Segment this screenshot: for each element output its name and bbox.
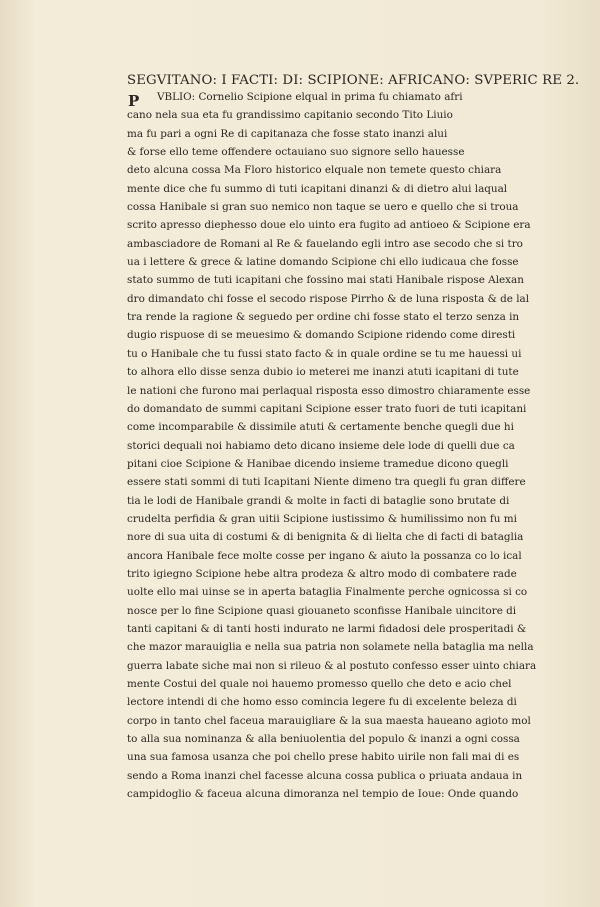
text-line: le nationi che furono mai perlaqual risposta esso dimostro chiaramente esse xyxy=(127,384,531,397)
text-line: to alla sua nominanza & alla beniuolentia del populo & inanzi a ogni cossa xyxy=(127,733,520,746)
text-line: tanti capitani & di tanti hosti indurato ne larmi fidadosi dele prosperitadi & xyxy=(127,622,527,635)
text-line: tra rende la ragione & seguedo per ordine chi fosse stato el terzo senza in xyxy=(127,311,520,324)
body-text xyxy=(127,88,564,803)
text-line: nosce per lo fine Scipione quasi giouaneto sconfisse Hanibale uincitore di xyxy=(127,604,517,617)
text-line: & forse ello teme offendere octauiano suo signore sello hauesse xyxy=(127,146,465,159)
text-line: che mazor marauiglia e nella sua patria non solamete nella bataglia ma nella xyxy=(127,641,534,654)
text-line: nore di sua uita di costumi & di benignita & di lielta che di facti di bataglia xyxy=(127,531,524,544)
text-line: cano nela sua eta fu grandissimo capitanio secondo Tito Liuio xyxy=(127,109,453,122)
text-line: storici dequali noi habiamo deto dicano insieme dele lode di quelli due ca xyxy=(127,439,515,452)
text-line: trito igiegno Scipione hebe altra prodeza & altro modo di combatere rade xyxy=(127,567,517,580)
text-line: mente Costui del quale noi hauemo promesso quello che deto e acio chel xyxy=(127,678,512,690)
text-line: guerra labate siche mai non si rileuo & al postuto confesso esser uinto chiara xyxy=(127,659,537,672)
text-line: sendo a Roma inanzi chel facesse alcuna cossa publica o priuata andaua in xyxy=(127,769,523,782)
text-line: una sua famosa usanza che poi chello prese habito uirile non fali mai di es xyxy=(127,751,520,764)
text-line: corpo in tanto chel faceua marauigliare & la sua maesta haueano agioto mol xyxy=(127,714,531,727)
text-line: tu o Hanibale che tu fussi stato facto & in quale ordine se tu me hauessi ui xyxy=(127,347,522,360)
text-line: deto alcuna cossa Ma Floro historico elquale non temete questo chiara xyxy=(127,164,502,177)
text-line: mente dice che fu summo di tuti icapitani dinanzi & di dietro alui laqual xyxy=(127,182,508,195)
text-line: ancora Hanibale fece molte cosse per ingano & aiuto la possanza co lo ical xyxy=(127,549,522,562)
text-line: scrito apresso diephesso doue elo uinto era fugito ad antioeo & Scipione era xyxy=(127,219,531,232)
text-line: ua i lettere & grece & latine domando Scipione chi ello iudicaua che fosse xyxy=(127,256,519,269)
text-line: tia le lodi de Hanibale grandi & molte in facti di bataglie sono brutate di xyxy=(127,494,510,507)
text-line: VBLIO: Cornelio Scipione elqual in prima fu chiamato afri xyxy=(157,91,463,103)
text-line: ma fu pari a ogni Re di capitanaza che fosse stato inanzi alui xyxy=(127,127,448,140)
text-line: uolte ello mai uinse se in aperta bataglia Finalmente perche ognicossa si co xyxy=(127,586,528,599)
text-line: do domandato de summi capitani Scipione esser trato fuori de tuti icapitani xyxy=(127,402,527,415)
text-line: essere stati sommi di tuti Icapitani Niente dimeno tra quegli fu gran differe xyxy=(127,476,526,489)
text-line: to alhora ello disse senza dubio io meterei me inanzi atuti icapitani di tute xyxy=(127,366,519,379)
text-line: pitani cioe Scipione & Hanibae dicendo insieme tramedue dicono quegli xyxy=(127,457,509,470)
text-line: stato summo de tuti icapitani che fossino mai stati Hanibale rispose Alexan xyxy=(127,274,524,287)
text-line: ambasciadore de Romani al Re & fauelando egli intro ase secodo che si tro xyxy=(127,237,523,250)
text-line: cossa Hanibale si gran suo nemico non taque se uero e quello che si troua xyxy=(127,201,519,214)
text-line: campidoglio & faceua alcuna dimoranza nel tempio de Ioue: Onde quando xyxy=(127,788,519,801)
text-line: come incomparabile & dissimile atuti & certamente benche quegli due hi xyxy=(127,421,514,434)
chapter-heading xyxy=(127,73,580,88)
heading-text: SEGVITANO: I FACTI: DI: SCIPIONE: AFRICANO: SVPERIC RE xyxy=(127,73,562,88)
text-line: lectore intendi di che homo esso comincia legere fu di excelente beleza di xyxy=(127,696,517,709)
initial-letter: P xyxy=(128,92,140,110)
text-line: dugio rispuose di se meuesimo & domando Scipione ridendo come diresti xyxy=(127,329,516,342)
heading-mark: 2. xyxy=(566,73,580,88)
text-line: crudelta perfidia & gran uitii Scipione iustissimo & humilissimo non fu mi xyxy=(127,512,517,525)
text-line: dro dimandato chi fosse el secodo rispose Pirrho & de luna risposta & de lal xyxy=(127,292,530,305)
